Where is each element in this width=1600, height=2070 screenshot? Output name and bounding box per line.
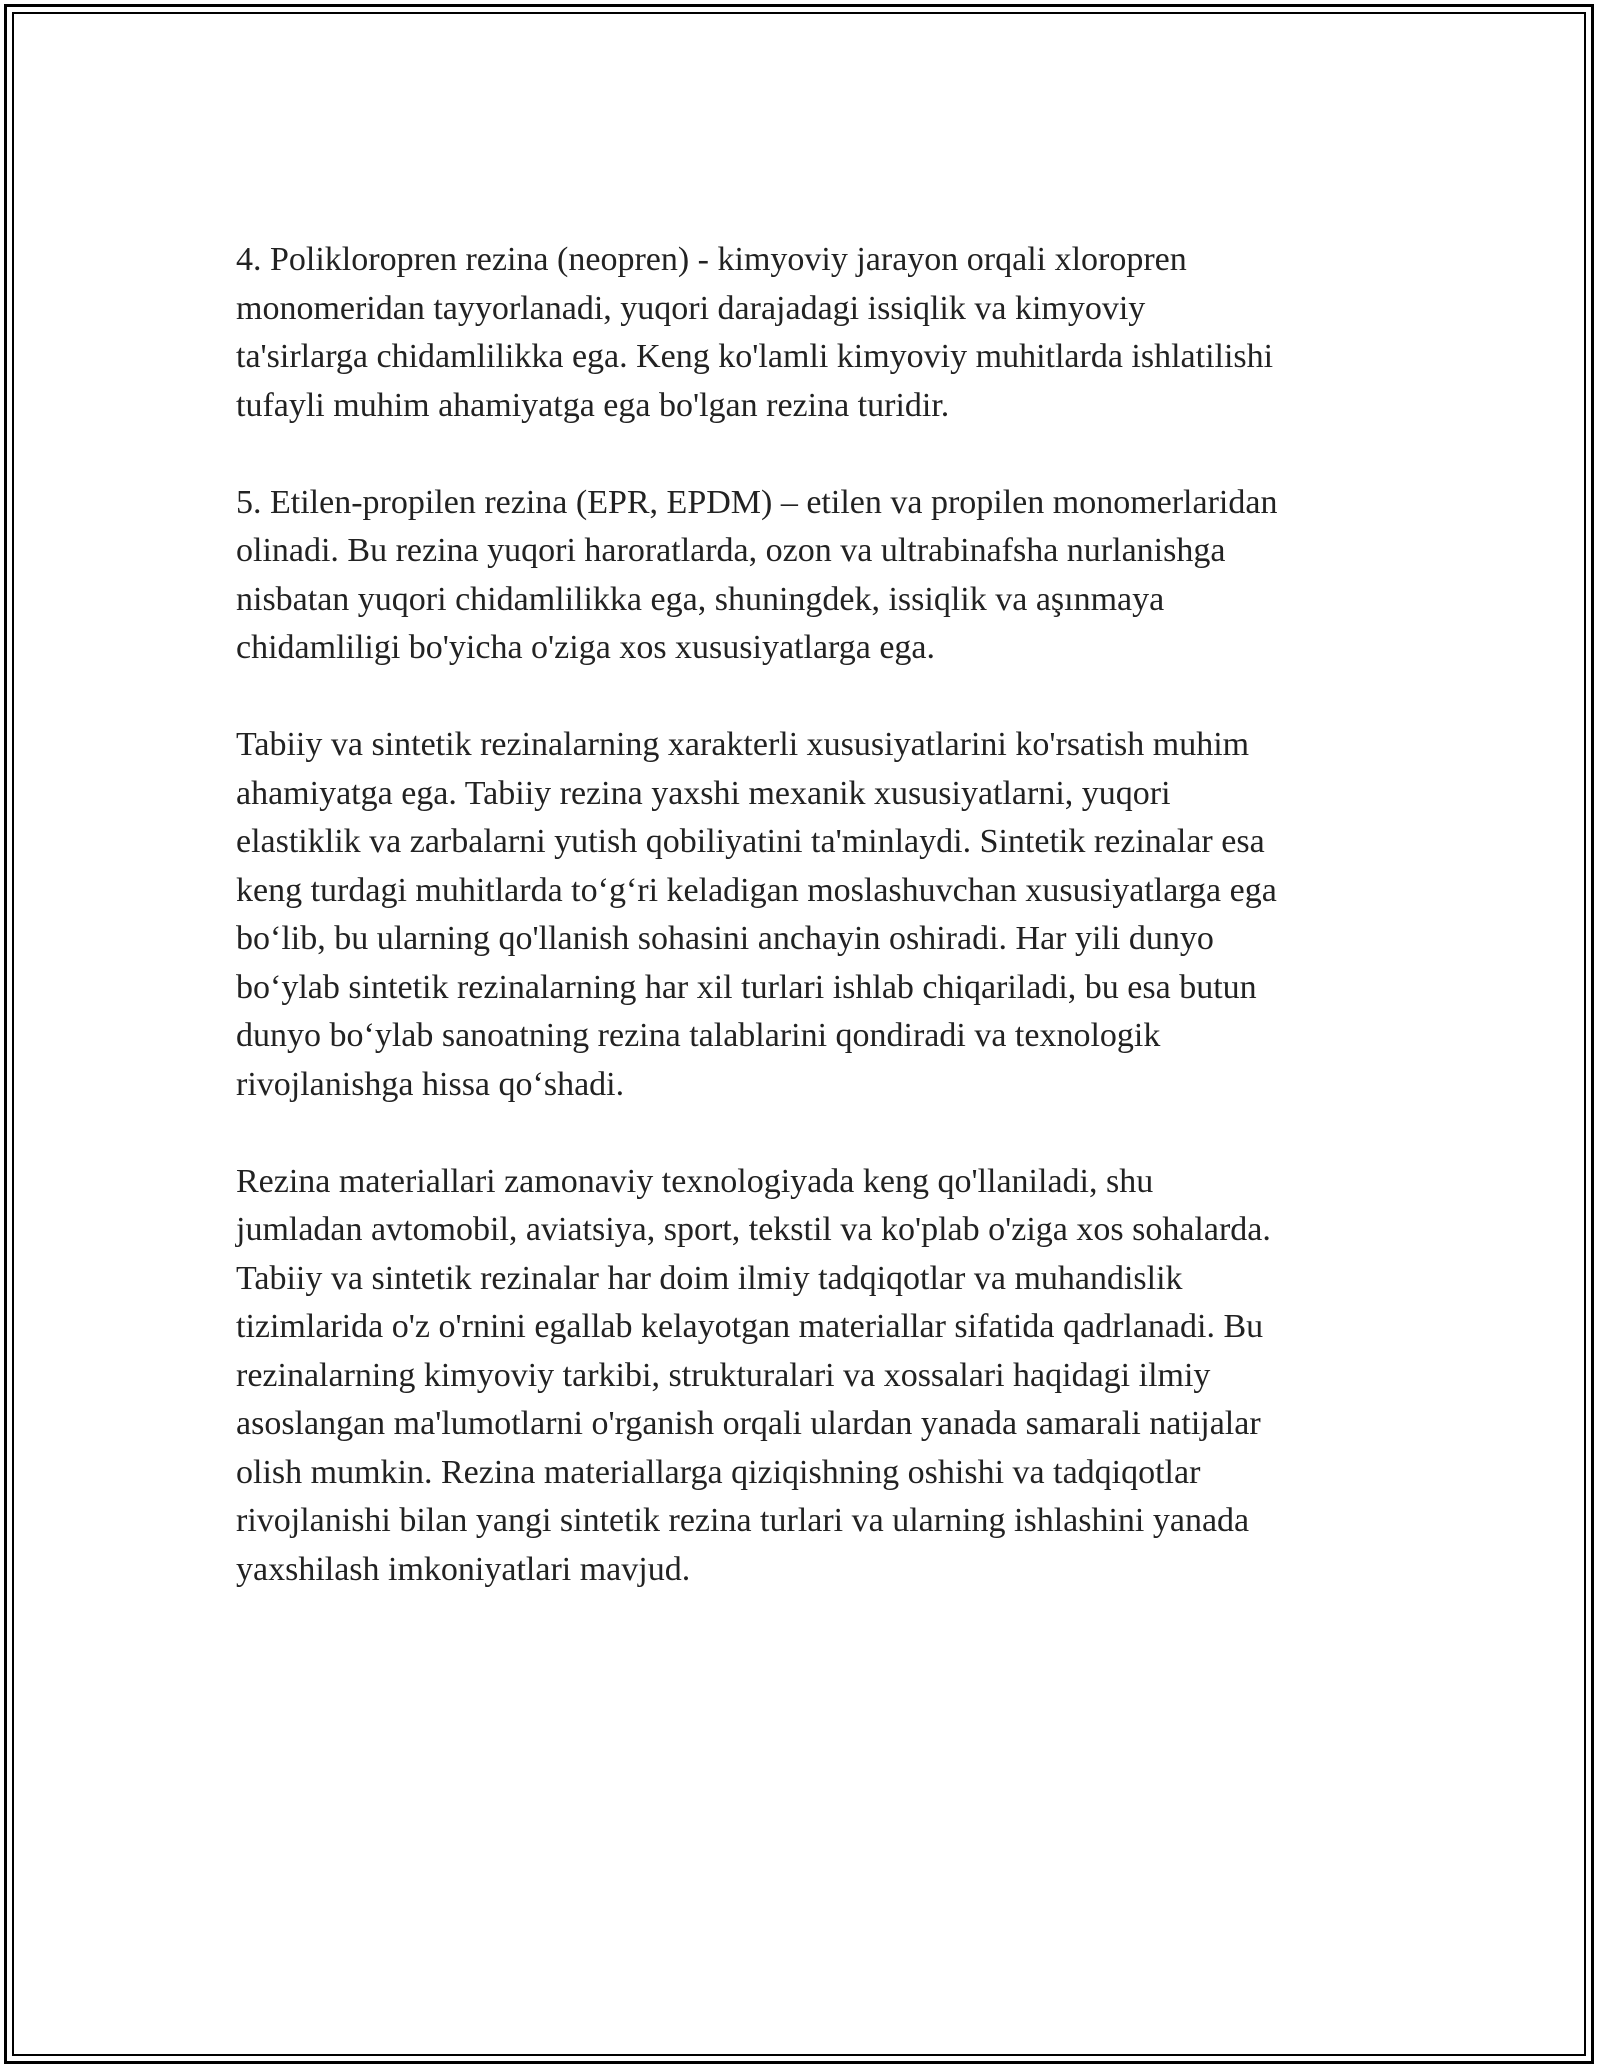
text-line: tizimlarida o'z o'rnini egallab kelayotgan materiallar sifatida qadrlanadi. Bu [236,1308,1264,1345]
text-line: rivojlanishi bilan yangi sintetik rezina turlari va ularning ishlashini yanada [236,1502,1250,1539]
text-line: olinadi. Bu rezina yuqori haroratlarda, ozon va ultrabinafsha nurlanishga [236,532,1226,569]
text-line: tufayli muhim ahamiyatga ega bo'lgan rezina turidir. [236,386,950,424]
text-line: 4. Polikloropren rezina (neopren) - kimyoviy jarayon orqali xloropren [236,241,1187,278]
text-line: ta'sirlarga chidamlilikka ega. Keng ko'lamli kimyoviy muhitlarda ishlatilishi [236,338,1274,375]
text-line: elastiklik va zarbalarni yutish qobiliyatini ta'minlaydi. Sintetik rezinalar esa [236,823,1265,860]
paragraph-neoprene [236,236,1376,430]
text-line: ahamiyatga ega. Tabiiy rezina yaxshi mexanik xususiyatlarni, yuqori [236,774,1171,812]
text-line: keng turdagi muhitlarda to‘g‘ri keladigan moslashuvchan xususiyatlarga ega [236,871,1277,909]
text-line: yaxshilash imkoniyatlari mavjud. [236,1550,691,1588]
text-line: asoslangan ma'lumotlarni o'rganish orqali ulardan yanada samarali natijalar [236,1405,1261,1442]
document-body [236,236,1376,1643]
text-line: chidamliligi bo'yicha o'ziga xos xususiyatlarga ega. [236,629,936,666]
paragraph-applications [236,1158,1376,1595]
text-line: Tabiiy va sintetik rezinalar har doim ilmiy tadqiqotlar va muhandislik [236,1259,1183,1297]
paragraph-natural-vs-synthetic [236,721,1376,1109]
text-line: bo‘ylab sintetik rezinalarning har xil turlari ishlab chiqariladi, bu esa butun [236,968,1257,1006]
text-line: bo‘lib, bu ularning qo'llanish sohasini anchayin oshiradi. Har yili dunyo [236,920,1214,957]
paragraph-epdm [236,479,1376,673]
text-line: Rezina materiallari zamonaviy texnologiyada keng qo'llaniladi, shu [236,1162,1154,1200]
text-line: 5. Etilen-propilen rezina (EPR, EPDM) – etilen va propilen monomerlaridan [236,483,1278,521]
text-line: olish mumkin. Rezina materiallarga qiziqishning oshishi va tadqiqotlar [236,1453,1201,1491]
text-line: dunyo bo‘ylab sanoatning rezina talablarini qondiradi va texnologik [236,1017,1161,1054]
text-line: Tabiiy va sintetik rezinalarning xarakterli xususiyatlarini ko'rsatish muhim [236,726,1250,763]
text-line: rivojlanishga hissa qo‘shadi. [236,1065,625,1103]
text-line: nisbatan yuqori chidamlilikka ega, shuningdek, issiqlik va aşınmaya [236,580,1165,618]
text-line: rezinalarning kimyoviy tarkibi, strukturalari va xossalari haqidagi ilmiy [236,1356,1211,1394]
text-line: jumladan avtomobil, aviatsiya, sport, tekstil va ko'plab o'ziga xos sohalarda. [236,1211,1271,1248]
text-line: monomeridan tayyorlanadi, yuqori darajadagi issiqlik va kimyoviy [236,289,1146,327]
